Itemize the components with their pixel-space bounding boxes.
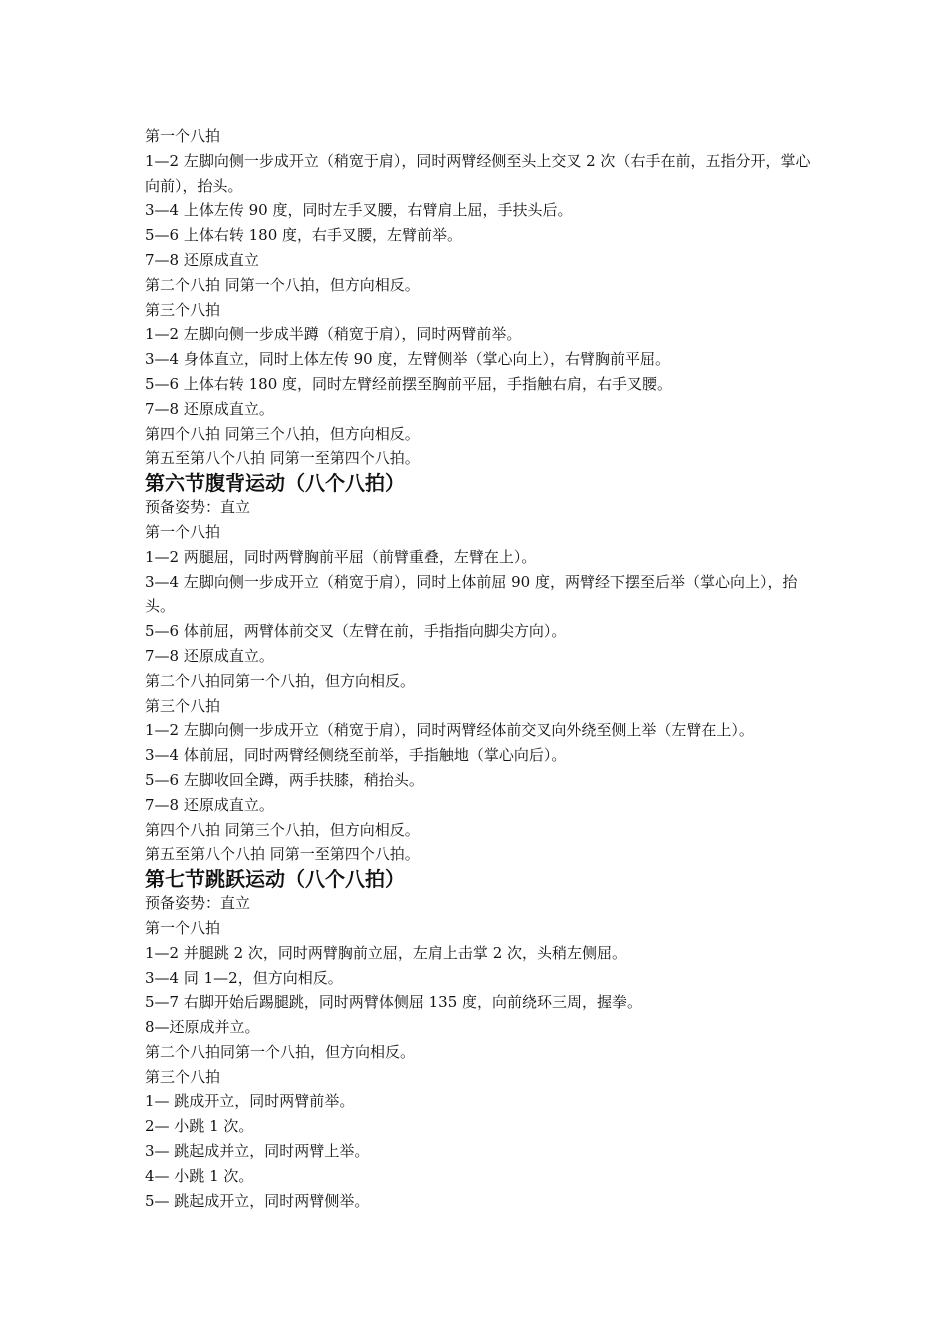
beat-title: 第一个八拍 (145, 918, 221, 937)
beat-title: 第五至第八个八拍 同第一至第四个八拍。 (145, 845, 420, 864)
beat-title: 第二个八拍同第一个八拍，但方向相反。 (145, 1042, 416, 1061)
beat-step: 7—8 还原成直立 (145, 250, 259, 269)
beat-step: 5—6 体前屈，两臂体前交叉（左臂在前，手指指向脚尖方向）。 (145, 622, 567, 641)
beat-step: 3—4 左脚向侧一步成开立（稍宽于肩），同时上体前屈 90 度，两臂经下摆至后举（掌心向上），抬头。 (145, 572, 798, 616)
beat-title: 第三个八拍 (145, 696, 221, 715)
beat-step: 5— 跳起成开立，同时两臂侧举。 (145, 1191, 370, 1210)
beat-title: 第二个八拍 同第一个八拍，但方向相反。 (145, 275, 420, 294)
beat-title: 第一个八拍 (145, 127, 221, 145)
beat-step: 3—4 身体直立，同时上体左传 90 度，左臂侧举（掌心向上），右臂胸前平屈。 (145, 350, 670, 369)
beat-step: 3— 跳起成并立，同时两臂上举。 (145, 1142, 370, 1161)
beat-title: 第一个八拍 (145, 522, 221, 541)
document-body (145, 124, 825, 1213)
section-heading: 第六节腹背运动（八个八拍） (145, 471, 405, 496)
beat-step: 5—6 上体右转 180 度，同时左臂经前摆至胸前平屈，手指触右肩，右手叉腰。 (145, 374, 673, 393)
ready-posture: 预备姿势：直立 (145, 894, 251, 913)
beat-step: 2— 小跳 1 次。 (145, 1117, 254, 1136)
beat-step: 5—7 右脚开始后踢腿跳，同时两臂体侧屈 135 度，向前绕环三周，握拳。 (145, 993, 643, 1012)
beat-step: 1—2 左脚向侧一步成开立（稍宽于肩），同时两臂经侧至头上交叉 2 次（右手在前，五指分开，掌心向前），抬头。 (145, 151, 811, 195)
beat-title: 第三个八拍 (145, 1067, 221, 1086)
beat-step: 3—4 同 1—2，但方向相反。 (145, 968, 343, 987)
beat-step: 5—6 上体右转 180 度，右手叉腰，左臂前举。 (145, 226, 463, 245)
beat-title: 第三个八拍 (145, 300, 221, 319)
beat-step: 7—8 还原成直立。 (145, 646, 274, 665)
beat-title: 第二个八拍同第一个八拍，但方向相反。 (145, 671, 416, 690)
section-heading: 第七节跳跃运动（八个八拍） (145, 867, 405, 892)
beat-title: 第四个八拍 同第三个八拍，但方向相反。 (145, 820, 420, 839)
beat-step: 1—2 左脚向侧一步成开立（稍宽于肩），同时两臂经体前交叉向外绕至侧上举（左臂在上）。 (145, 721, 754, 740)
beat-step: 1—2 两腿屈，同时两臂胸前平屈（前臂重叠，左臂在上）。 (145, 547, 537, 566)
ready-posture: 预备姿势：直立 (145, 498, 251, 517)
beat-step: 4— 小跳 1 次。 (145, 1166, 254, 1185)
beat-step: 1—2 并腿跳 2 次，同时两臂胸前立屈，左肩上击掌 2 次，头稍左侧屈。 (145, 943, 628, 962)
beat-title: 第五至第八个八拍 同第一至第四个八拍。 (145, 449, 420, 468)
beat-step: 5—6 左脚收回全蹲，两手扶膝，稍抬头。 (145, 770, 424, 789)
beat-step: 7—8 还原成直立。 (145, 795, 274, 814)
beat-step: 1— 跳成开立，同时两臂前举。 (145, 1092, 355, 1111)
beat-step: 7—8 还原成直立。 (145, 399, 274, 418)
beat-step: 8—还原成并立。 (145, 1018, 260, 1037)
beat-step: 3—4 体前屈，同时两臂经侧绕至前举，手指触地（掌心向后）。 (145, 746, 567, 765)
beat-title: 第四个八拍 同第三个八拍，但方向相反。 (145, 424, 420, 443)
beat-step: 3—4 上体左传 90 度，同时左手叉腰，右臂肩上屈，手扶头后。 (145, 201, 573, 220)
beat-step: 1—2 左脚向侧一步成半蹲（稍宽于肩），同时两臂前举。 (145, 325, 522, 344)
